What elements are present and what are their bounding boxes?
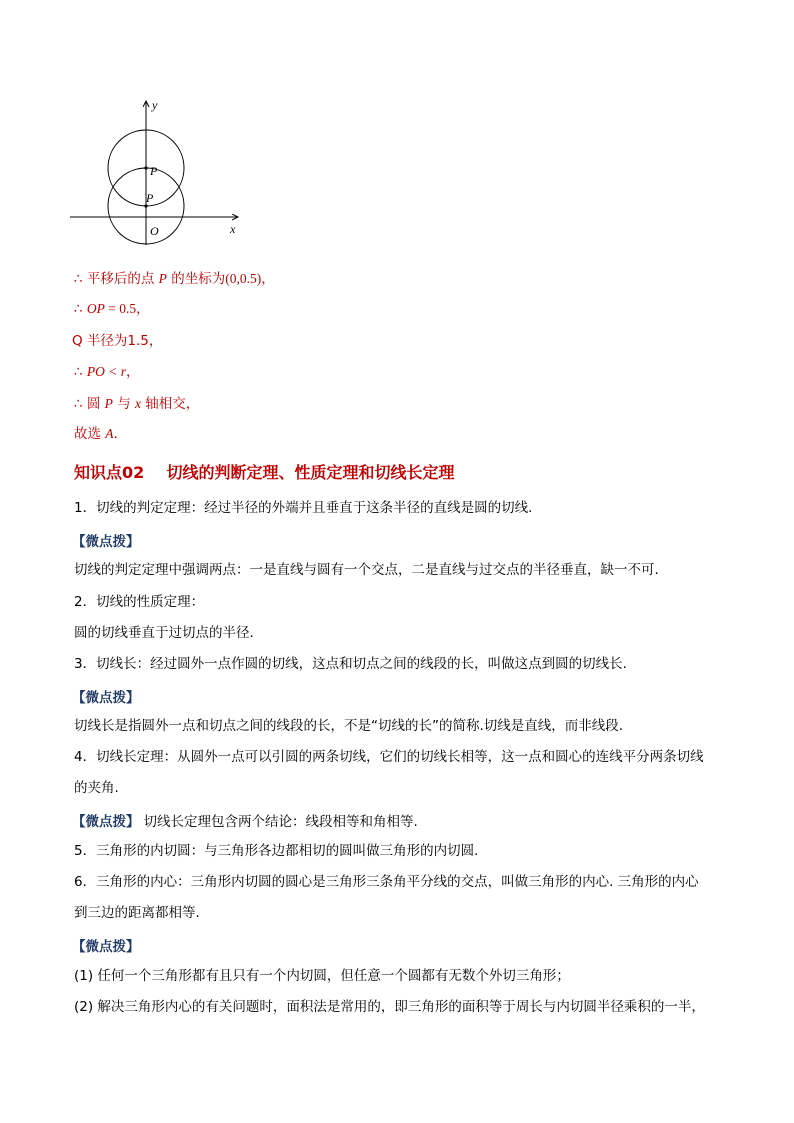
paragraph-1: 1．切线的判定定理：经过半径的外端并且垂直于这条半径的直线是圆的切线.: [74, 500, 533, 516]
origin-label: O: [150, 224, 159, 238]
paragraph-12: (2) 解决三角形内心的有关问题时，面积法是常用的，即三角形的面积等于周长与内切圆半径乘积的一半，: [74, 999, 705, 1015]
paragraph-11: (1) 任何一个三角形都有且只有一个内切圆，但任意一个圆都有无数个外切三角形；: [74, 968, 570, 984]
paragraph-7a: 4．切线长定理：从圆外一点可以引圆的两条切线，它们的切线长相等，这一点和圆心的连线平分两条切线: [74, 749, 704, 765]
paragraph-10b: 到三边的距离都相等.: [74, 905, 200, 921]
text: .: [113, 426, 118, 442]
y-axis-label: y: [152, 98, 158, 112]
paragraph-5: 3．切线长：经过圆外一点作圆的切线，这点和切点之间的线段的长，叫做这点到圆的切线长.: [74, 656, 627, 672]
paragraph-7b: 的夹角.: [74, 780, 119, 796]
text: 与: [112, 396, 136, 412]
answer: A: [105, 426, 114, 441]
paragraph-8: 切线长定理包含两个结论：线段相等和角相等.: [143, 814, 418, 830]
paragraph-9: 5．三角形的内切圆：与三角形各边都相切的圆叫做三角形的内切圆.: [74, 843, 479, 859]
x-axis-label: x: [230, 222, 236, 236]
paragraph-3: 2．切线的性质定理：: [74, 594, 205, 610]
solution-line-3: [72, 332, 162, 350]
tip-label-4: 【微点拨】: [72, 939, 140, 955]
point-lower-label: P: [146, 191, 154, 205]
paragraph-6: 切线长是指圆外一点和切点之间的线段的长，不是“切线的长”的简称.切线是直线，而非线段.: [74, 718, 624, 734]
text: Q: [72, 333, 87, 349]
text: ，: [126, 364, 140, 380]
solution-line-2: [74, 300, 150, 318]
text: ∴: [74, 301, 87, 317]
solution-line-5: [74, 395, 199, 413]
coordinate-figure: [60, 95, 250, 255]
paragraph-10a: 6．三角形的内心：三角形内切圆的圆心是三角形三条角平分线的交点，叫做三角形的内心. 三角形的内心: [74, 874, 699, 890]
var-p: P: [158, 271, 167, 286]
var-op: OP: [86, 301, 105, 316]
var-p: P: [104, 396, 113, 411]
point-upper-label: P: [150, 164, 158, 178]
solution-line-6: [74, 425, 118, 443]
text: 轴相交，: [141, 396, 200, 412]
paragraph-2: 切线的判定定理中强调两点：一是直线与圆有一个交点，二是直线与过交点的半径垂直，缺一不可.: [74, 562, 659, 578]
section-title: 知识点02 切线的判断定理、性质定理和切线长定理: [74, 463, 455, 482]
text: 故选: [74, 426, 106, 442]
coordinate: (0,0.5): [225, 271, 262, 286]
tip-label-2: 【微点拨】: [72, 690, 140, 706]
tip-label-1: 【微点拨】: [72, 534, 140, 550]
text: 半径为1.5，: [86, 333, 163, 349]
text: = 0.5，: [104, 301, 150, 316]
tip-line-3: [72, 810, 418, 831]
solution-line-1: [74, 270, 275, 288]
expr: PO < r: [86, 364, 126, 379]
var-x: x: [135, 396, 142, 411]
text: ∴: [74, 364, 87, 380]
point-upper: [144, 166, 147, 169]
text: ，: [261, 271, 275, 287]
text: ∴ 平移后的点: [74, 271, 159, 287]
paragraph-4: 圆的切线垂直于过切点的半径.: [74, 625, 254, 641]
solution-line-4: [74, 363, 140, 381]
text: 的坐标为: [166, 271, 226, 287]
tip-label-3: 【微点拨】: [72, 814, 140, 830]
text: ∴ 圆: [74, 396, 105, 412]
